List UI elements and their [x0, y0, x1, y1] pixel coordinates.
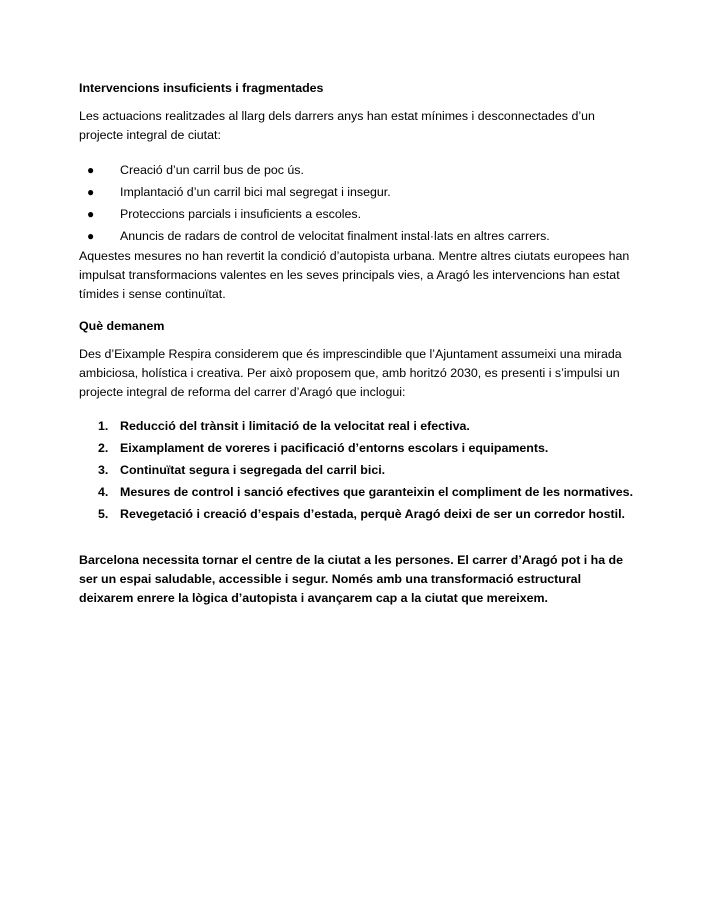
- bullet-text: Implantació d’un carril bici mal segregat i insegur.: [120, 185, 391, 199]
- numbered-item: [79, 415, 634, 437]
- item-text: Eixamplament de voreres i pacificació d’entorns escolars i equipaments.: [120, 441, 549, 455]
- bullet-item: [79, 159, 634, 181]
- item-number: 5.: [98, 507, 109, 521]
- numbered-item: [79, 481, 634, 503]
- numbered-item: [79, 437, 634, 459]
- item-text: Continuïtat segura i segregada del carril bici.: [120, 463, 386, 477]
- item-text: Revegetació i creació d’espais d’estada, perquè Aragó deixi de ser un corredor hostil.: [120, 507, 625, 521]
- interventions-conclusion: Aquestes mesures no han revertit la condició d’autopista urbana. Mentre altres ciutats europees han impulsat transformacions valentes en les seves principals vies, a Aragó les intervencions han estat tímides i sense continuïtat.: [79, 249, 630, 301]
- bullet-text: Proteccions parcials i insuficients a escoles.: [120, 207, 362, 221]
- numbered-item: [79, 503, 634, 525]
- closing-statement: Barcelona necessita tornar el centre de la ciutat a les persones. El carrer d’Aragó pot i ha de ser un espai saludable, accessible i segur. Només amb una transformació estructural deixarem enrere la lògica d’autopista i avançarem cap a la ciutat que mereixem.: [79, 553, 624, 605]
- bullet-text: Anuncis de radars de control de velocitat finalment instal·lats en altres carrers.: [120, 229, 550, 243]
- item-number: 4.: [98, 485, 109, 499]
- item-text: Mesures de control i sanció efectives que garanteixin el compliment de les normatives.: [120, 485, 634, 499]
- bullet-icon: ●: [87, 185, 95, 199]
- bullet-item: [79, 203, 634, 225]
- section-heading-interventions: Intervencions insuficients i fragmentades: [79, 81, 324, 95]
- numbered-item: [79, 459, 634, 481]
- document-content: [79, 79, 634, 608]
- item-text: Reducció del trànsit i limitació de la velocitat real i efectiva.: [120, 419, 470, 433]
- item-number: 2.: [98, 441, 109, 455]
- bullet-icon: ●: [87, 229, 95, 243]
- bullet-icon: ●: [87, 163, 95, 177]
- interventions-intro: Les actuacions realitzades al llarg dels darrers anys han estat mínimes i desconnectades d’un projecte integral de ciutat:: [79, 109, 595, 142]
- interventions-bullet-list: [79, 159, 634, 247]
- bullet-item: [79, 225, 634, 247]
- bullet-icon: ●: [87, 207, 95, 221]
- demands-intro: Des d’Eixample Respira considerem que és imprescindible que l’Ajuntament assumeixi una mirada ambiciosa, holística i creativa. Per això proposem que, amb horitzó 2030, es presenti i s’impulsi un projecte integral de reforma del carrer d’Aragó que inclogui:: [79, 347, 622, 399]
- item-number: 1.: [98, 419, 109, 433]
- bullet-text: Creació d’un carril bus de poc ús.: [120, 163, 304, 177]
- item-number: 3.: [98, 463, 109, 477]
- section-heading-demands: Què demanem: [79, 319, 165, 333]
- bullet-item: [79, 181, 634, 203]
- demands-numbered-list: [79, 415, 634, 525]
